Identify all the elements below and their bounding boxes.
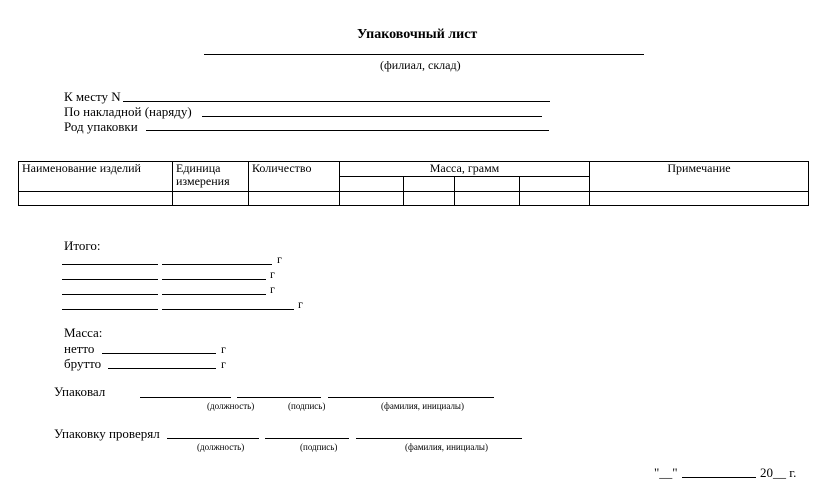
table-cell[interactable]	[249, 192, 340, 206]
place-field[interactable]	[123, 101, 550, 102]
net-field[interactable]	[102, 353, 216, 354]
date-day[interactable]: "__"	[654, 465, 678, 480]
table-cell[interactable]	[340, 192, 404, 206]
mass-subcell	[455, 177, 520, 192]
header-name: Наименование изделий	[19, 162, 173, 192]
packed-name-field[interactable]	[328, 397, 494, 398]
checked-name-field[interactable]	[356, 438, 522, 439]
name-caption: (фамилия, инициалы)	[405, 442, 488, 452]
place-label: К месту N	[64, 89, 121, 104]
totals-label: Итого:	[64, 238, 101, 253]
gram-unit: г	[270, 267, 275, 281]
gross-label: брутто	[64, 356, 102, 371]
totals-line[interactable]	[62, 264, 158, 265]
position-caption: (должность)	[197, 442, 245, 452]
document-title: Упаковочный лист	[357, 27, 478, 42]
gross-field[interactable]	[108, 368, 216, 369]
checked-signature-field[interactable]	[265, 438, 349, 439]
name-caption: (фамилия, инициалы)	[381, 401, 464, 411]
invoice-label: По накладной (наряду)	[64, 104, 192, 119]
totals-line[interactable]	[62, 294, 158, 295]
header-mass: Масса, грамм	[340, 162, 590, 177]
gram-unit: г	[221, 357, 226, 371]
totals-line[interactable]	[62, 309, 158, 310]
position-caption: (должность)	[207, 401, 255, 411]
totals-line[interactable]	[162, 294, 266, 295]
header-quantity: Количество	[249, 162, 340, 192]
items-table	[18, 161, 809, 206]
branch-caption: (филиал, склад)	[380, 58, 461, 72]
branch-line[interactable]	[204, 54, 644, 55]
mass-label: Масса:	[64, 325, 103, 340]
packed-signature-field[interactable]	[237, 397, 321, 398]
packaging-field[interactable]	[146, 130, 549, 131]
mass-subcell	[340, 177, 404, 192]
mass-subcell	[520, 177, 590, 192]
table-cell[interactable]	[520, 192, 590, 206]
totals-line[interactable]	[162, 279, 266, 280]
mass-subcell	[404, 177, 455, 192]
table-cell[interactable]	[19, 192, 173, 206]
table-cell[interactable]	[455, 192, 520, 206]
table-cell[interactable]	[173, 192, 249, 206]
packaging-label: Род упаковки	[64, 119, 138, 134]
invoice-field[interactable]	[202, 116, 542, 117]
signature-caption: (подпись)	[300, 442, 338, 452]
gram-unit: г	[221, 342, 226, 356]
net-label: нетто	[64, 341, 95, 356]
date-year[interactable]: 20__ г.	[760, 465, 797, 480]
checked-label: Упаковку проверял	[54, 426, 160, 441]
totals-line[interactable]	[62, 279, 158, 280]
gram-unit: г	[270, 282, 275, 296]
header-unit: Единица измерения	[173, 162, 249, 192]
gram-unit: г	[277, 252, 282, 266]
table-cell[interactable]	[590, 192, 809, 206]
header-note: Примечание	[590, 162, 809, 192]
packed-position-field[interactable]	[140, 397, 231, 398]
packed-label: Упаковал	[54, 384, 106, 399]
totals-line[interactable]	[162, 309, 294, 310]
totals-line[interactable]	[162, 264, 272, 265]
table-cell[interactable]	[404, 192, 455, 206]
signature-caption: (подпись)	[288, 401, 326, 411]
date-month-field[interactable]	[682, 477, 756, 478]
gram-unit: г	[298, 297, 303, 311]
checked-position-field[interactable]	[167, 438, 259, 439]
